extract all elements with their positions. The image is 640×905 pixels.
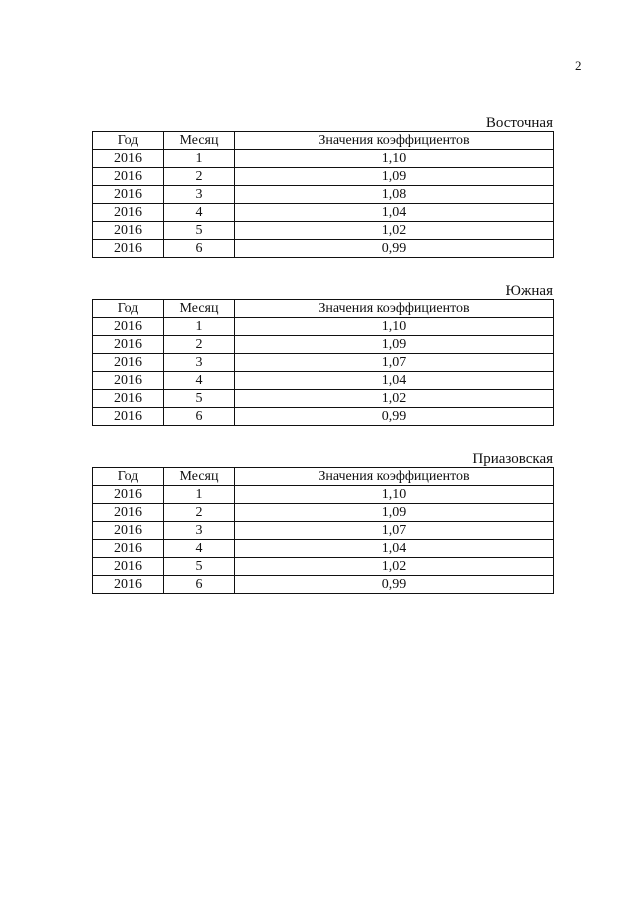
coefficients-table [92,467,554,594]
cell-year: 2016 [93,576,164,594]
header-month: Месяц [164,132,235,150]
table-row [93,318,554,336]
table-row [93,354,554,372]
cell-year: 2016 [93,504,164,522]
cell-value: 1,04 [235,204,554,222]
header-value: Значения коэффициентов [235,300,554,318]
cell-value: 1,02 [235,558,554,576]
table-row [93,540,554,558]
cell-year: 2016 [93,318,164,336]
page-number: 2 [575,58,582,73]
table-row [93,372,554,390]
cell-value: 1,09 [235,336,554,354]
table-row [93,336,554,354]
cell-value: 1,10 [235,486,554,504]
table-section-vostochnaya [92,115,553,258]
cell-month: 5 [164,558,235,576]
header-value: Значения коэффициентов [235,468,554,486]
cell-value: 0,99 [235,240,554,258]
cell-month: 6 [164,240,235,258]
cell-value: 1,09 [235,168,554,186]
table-row [93,486,554,504]
cell-year: 2016 [93,540,164,558]
region-title: Приазовская [472,451,553,467]
table-row [93,186,554,204]
cell-year: 2016 [93,354,164,372]
cell-month: 4 [164,372,235,390]
cell-value: 1,07 [235,354,554,372]
cell-value: 1,04 [235,540,554,558]
header-month: Месяц [164,468,235,486]
cell-month: 3 [164,186,235,204]
table-row [93,204,554,222]
cell-year: 2016 [93,168,164,186]
cell-month: 4 [164,204,235,222]
table-row [93,522,554,540]
table-header-row [93,468,554,486]
coefficients-table [92,131,554,258]
cell-year: 2016 [93,204,164,222]
cell-value: 1,08 [235,186,554,204]
table-row [93,240,554,258]
cell-year: 2016 [93,558,164,576]
header-value: Значения коэффициентов [235,132,554,150]
cell-value: 1,09 [235,504,554,522]
cell-month: 4 [164,540,235,558]
cell-month: 2 [164,336,235,354]
table-header-row [93,300,554,318]
cell-month: 5 [164,390,235,408]
table-section-yuzhnaya [92,283,553,426]
coefficients-table [92,299,554,426]
cell-month: 3 [164,354,235,372]
cell-value: 0,99 [235,576,554,594]
cell-value: 0,99 [235,408,554,426]
cell-value: 1,07 [235,522,554,540]
cell-year: 2016 [93,336,164,354]
table-row [93,390,554,408]
cell-month: 5 [164,222,235,240]
cell-month: 1 [164,318,235,336]
cell-year: 2016 [93,150,164,168]
cell-year: 2016 [93,486,164,504]
region-title: Южная [505,283,553,299]
cell-month: 3 [164,522,235,540]
cell-month: 6 [164,576,235,594]
cell-year: 2016 [93,186,164,204]
cell-month: 6 [164,408,235,426]
cell-value: 1,02 [235,222,554,240]
table-row [93,150,554,168]
header-year: Год [93,468,164,486]
table-row [93,504,554,522]
cell-year: 2016 [93,240,164,258]
cell-year: 2016 [93,222,164,240]
cell-value: 1,10 [235,318,554,336]
cell-year: 2016 [93,390,164,408]
table-row [93,168,554,186]
cell-value: 1,04 [235,372,554,390]
cell-year: 2016 [93,408,164,426]
header-year: Год [93,132,164,150]
table-row [93,222,554,240]
cell-year: 2016 [93,522,164,540]
table-row [93,558,554,576]
cell-month: 1 [164,150,235,168]
table-header-row [93,132,554,150]
header-month: Месяц [164,300,235,318]
cell-value: 1,02 [235,390,554,408]
cell-month: 2 [164,168,235,186]
table-section-priazovskaya [92,451,553,594]
table-row [93,576,554,594]
cell-year: 2016 [93,372,164,390]
cell-value: 1,10 [235,150,554,168]
table-row [93,408,554,426]
header-year: Год [93,300,164,318]
cell-month: 1 [164,486,235,504]
cell-month: 2 [164,504,235,522]
region-title: Восточная [485,115,553,131]
